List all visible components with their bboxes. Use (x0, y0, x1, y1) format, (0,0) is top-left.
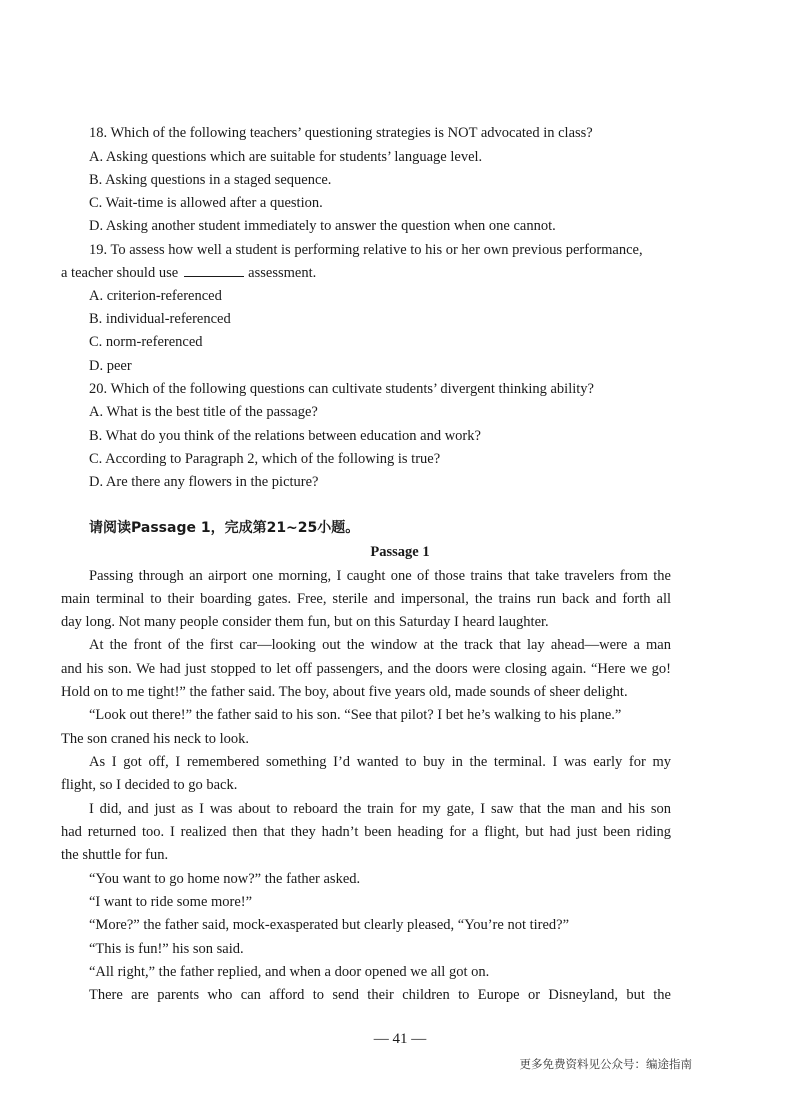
passage-line: Passing through an airport one morning, I caught one of those trains that take travelers from the (89, 568, 671, 584)
passage-line: The son craned his neck to look. (61, 731, 250, 747)
passage-line: “This is fun!” his son said. (89, 941, 244, 957)
passage-line: “You want to go home now?” the father asked. (89, 871, 361, 887)
reading-instruction: 请阅读Passage 1，完成第21~25小题。 (89, 520, 360, 536)
passage-line: I did, and just as I was about to reboard the train for my gate, I saw that the man and his son (89, 801, 671, 817)
answer-blank (184, 264, 244, 277)
passage-line: There are parents who can afford to send their children to Europe or Disneyland, but the (89, 987, 671, 1003)
passage-line: main terminal to their boarding gates. Free, sterile and impersonal, the trains run back and forth all (61, 591, 671, 607)
q18-option-d: D. Asking another student immediately to answer the question when one cannot. (89, 218, 556, 234)
passage-line: At the front of the first car—looking out the window at the track that lay ahead—were a man (89, 637, 671, 653)
q19-option-d: D. peer (89, 358, 132, 374)
q19-stem-line2 (61, 264, 316, 282)
q18-option-c: C. Wait-time is allowed after a question. (89, 195, 323, 211)
q19-stem-line1: 19. To assess how well a student is performing relative to his or her own previous performance, (89, 242, 643, 258)
q19-stem-after-blank: assessment. (248, 265, 317, 281)
passage-line: “Look out there!” the father said to his son. “See that pilot? I bet he’s walking to his plane.” (89, 707, 622, 723)
passage-line: day long. Not many people consider them fun, but on this Saturday I heard laughter. (61, 614, 549, 630)
q19-option-a: A. criterion-referenced (89, 288, 222, 304)
q18-option-a: A. Asking questions which are suitable for students’ language level. (89, 149, 483, 165)
q18-option-b: B. Asking questions in a staged sequence. (89, 172, 332, 188)
q20-option-d: D. Are there any flowers in the picture? (89, 474, 319, 490)
q19-option-c: C. norm-referenced (89, 334, 203, 350)
passage-line: “I want to ride some more!” (89, 894, 253, 910)
passage-line: had returned too. I realized then that they hadn’t been heading for a flight, but had just been riding (61, 824, 671, 840)
passage-line: “More?” the father said, mock-exasperated but clearly pleased, “You’re not tired?” (89, 917, 570, 933)
q20-option-c: C. According to Paragraph 2, which of the following is true? (89, 451, 441, 467)
q18-stem: 18. Which of the following teachers’ questioning strategies is NOT advocated in class? (89, 125, 593, 141)
passage-line: flight, so I decided to go back. (61, 777, 238, 793)
page-number: — 41 — (373, 1031, 427, 1047)
passage-line: and his son. We had just stopped to let off passengers, and the doors were closing again. “Here we go! (61, 661, 671, 677)
passage-line: Hold on to me tight!” the father said. The boy, about five years old, made sounds of sheer delight. (61, 684, 628, 700)
passage-title: Passage 1 (370, 544, 430, 560)
passage-line: the shuttle for fun. (61, 847, 169, 863)
q20-option-a: A. What is the best title of the passage? (89, 404, 318, 420)
footer-note: 更多免费资料见公众号：编途指南 (519, 1057, 692, 1071)
passage-line: “All right,” the father replied, and when a door opened we all got on. (89, 964, 490, 980)
q20-option-b: B. What do you think of the relations between education and work? (89, 428, 481, 444)
passage-line: As I got off, I remembered something I’d wanted to buy in the terminal. I was early for my (89, 754, 671, 770)
q19-stem-before-blank: a teacher should use (61, 265, 179, 281)
q19-option-b: B. individual-referenced (89, 311, 231, 327)
q20-stem: 20. Which of the following questions can cultivate students’ divergent thinking ability? (89, 381, 594, 397)
